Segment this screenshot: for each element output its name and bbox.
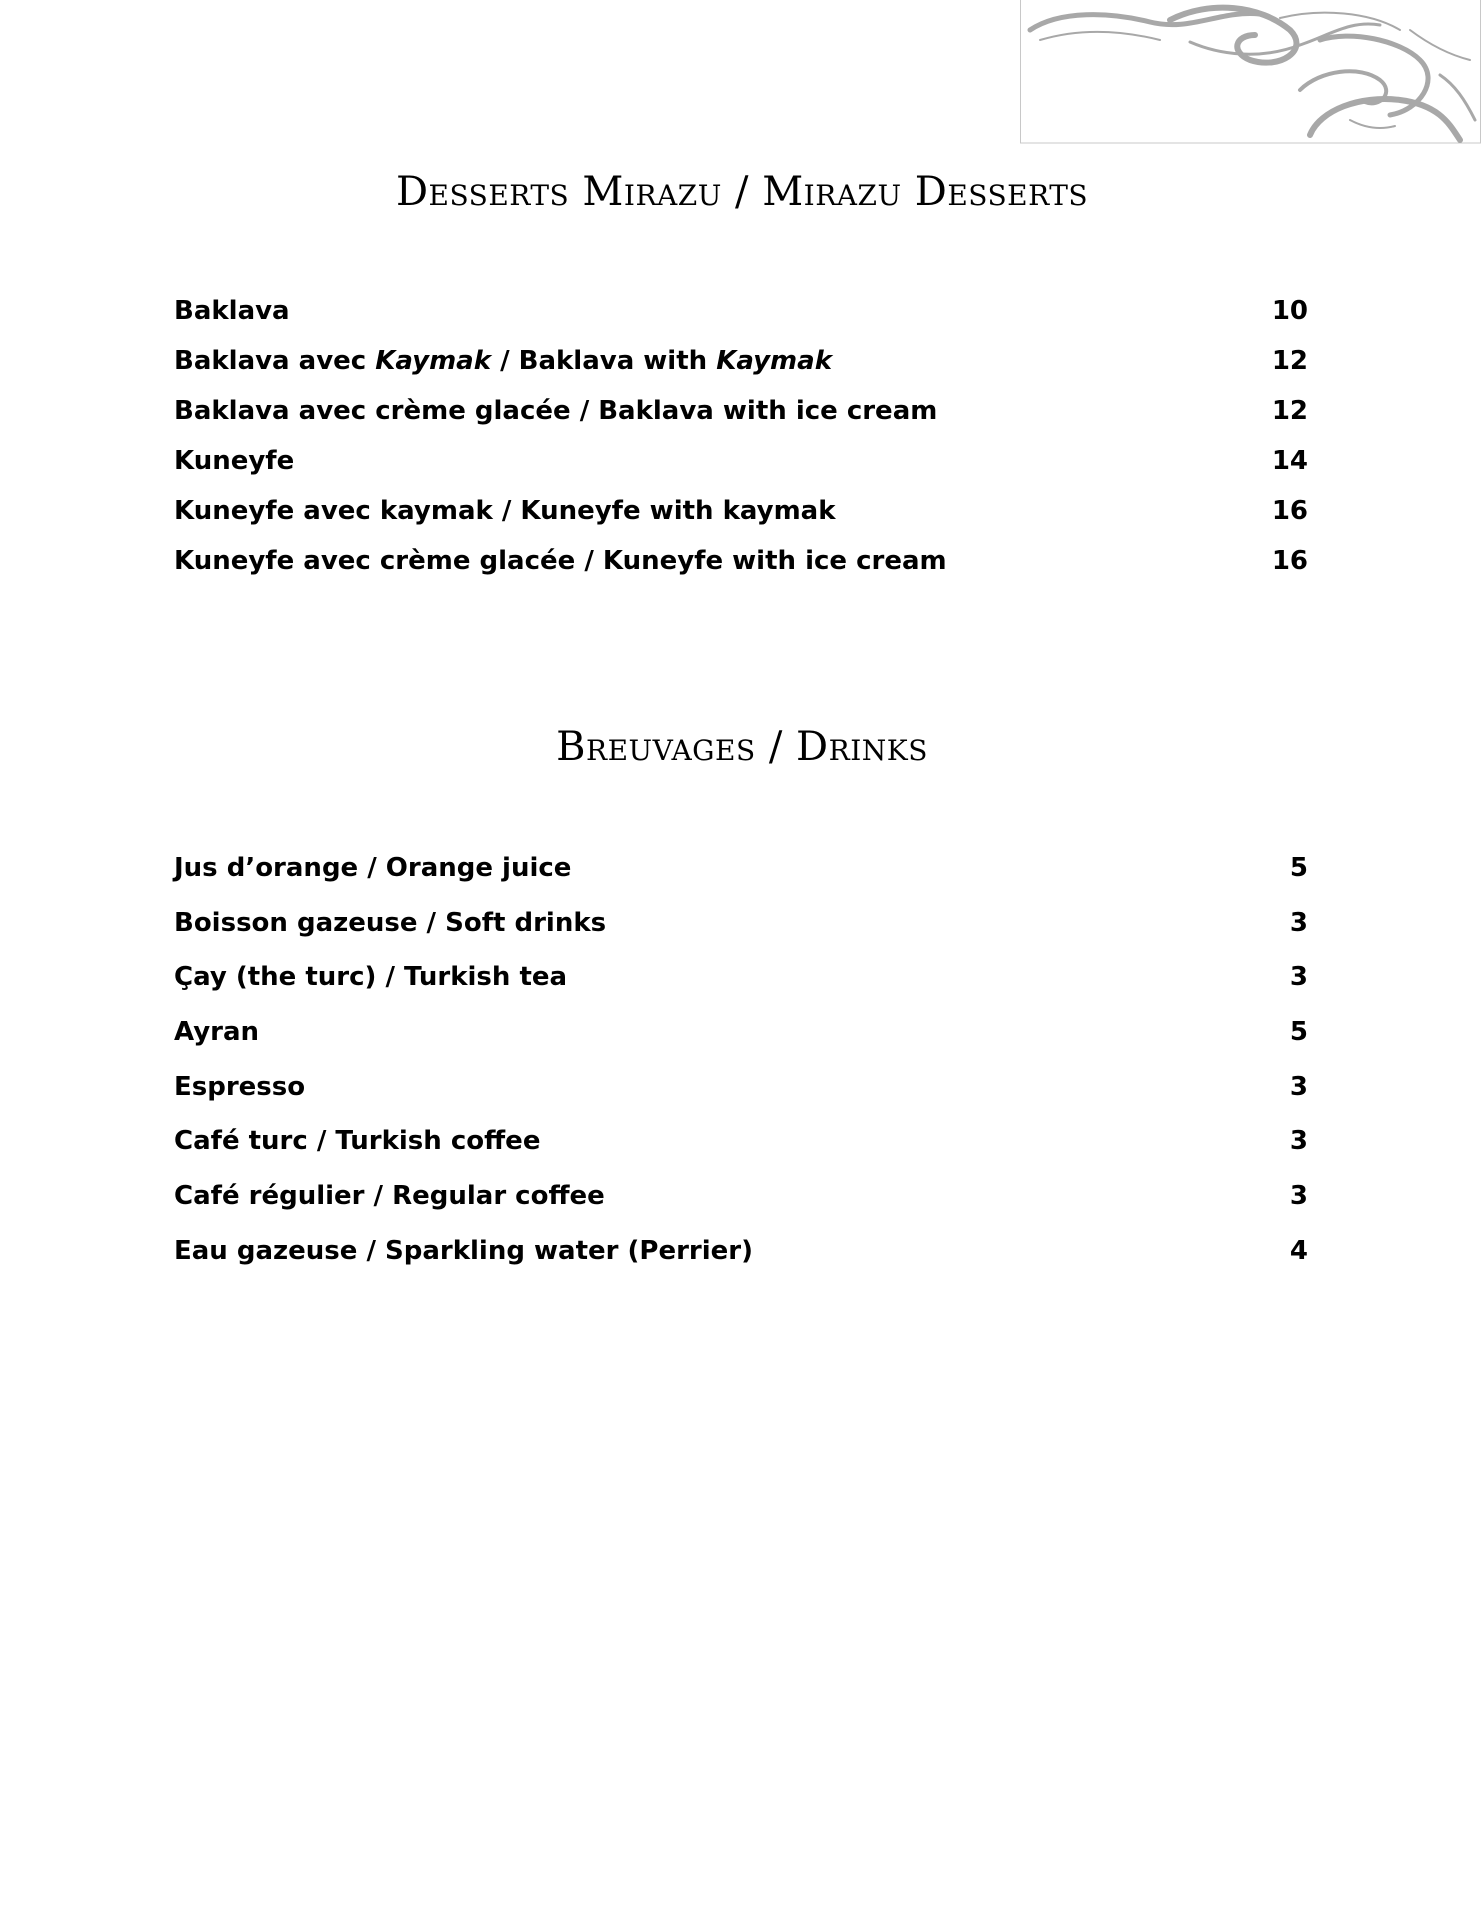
menu-item — [174, 486, 1308, 536]
menu-item-name — [174, 1224, 753, 1279]
menu-item-price: 5 — [1289, 853, 1308, 883]
menu-item-name — [174, 286, 290, 336]
menu-item — [174, 1114, 1308, 1169]
menu-item-name — [174, 486, 836, 536]
menu-item-name-part: Eau gazeuse / Sparkling water (Perrier) — [174, 1235, 753, 1266]
menu-item — [174, 1224, 1308, 1279]
menu-item — [174, 841, 1308, 896]
menu-item-price: 12 — [1271, 396, 1308, 426]
menu-item-name-part: Baklava — [174, 296, 290, 326]
menu-item — [174, 1005, 1308, 1060]
menu-item-name-part: Kuneyfe — [174, 446, 295, 476]
menu-item-name — [174, 1060, 305, 1115]
menu-item — [174, 1060, 1308, 1115]
menu-item-name-part: Kuneyfe avec kaymak / Kuneyfe with kaymak — [174, 496, 836, 526]
menu-item-name-part: Baklava avec crème glacée / Baklava with ice cream — [174, 396, 938, 426]
flourish-ornament-icon — [1020, 0, 1482, 145]
menu-item-name-part: Kuneyfe avec crème glacée / Kuneyfe with ice cream — [174, 546, 947, 576]
desserts-list — [174, 286, 1308, 586]
desserts-section-title: Desserts Mirazu / Mirazu Desserts — [395, 169, 1089, 215]
menu-item-name — [174, 386, 937, 436]
menu-item-price: 16 — [1271, 546, 1308, 576]
menu-item-name-part: Café régulier / Regular coffee — [174, 1181, 605, 1212]
menu-item — [174, 536, 1308, 586]
menu-item-name — [174, 1169, 605, 1224]
menu-item-price: 14 — [1271, 446, 1308, 476]
menu-item-price: 3 — [1289, 907, 1308, 938]
drinks-section-title: Breuvages / Drinks — [556, 724, 928, 770]
menu-item — [174, 1169, 1308, 1224]
menu-item-name-part: Çay (the turc) / Turkish tea — [174, 962, 568, 993]
menu-item-name — [174, 336, 832, 386]
menu-item-name — [174, 436, 294, 486]
menu-item-price: 3 — [1289, 1181, 1308, 1212]
menu-item-name-part: Baklava avec — [174, 346, 376, 376]
menu-item — [174, 896, 1308, 951]
menu-item-name-part: Espresso — [174, 1071, 306, 1102]
menu-item — [174, 336, 1308, 386]
menu-item — [174, 950, 1308, 1005]
menu-item — [174, 386, 1308, 436]
menu-item-name-part: Ayran — [174, 1017, 260, 1048]
menu-item — [174, 436, 1308, 486]
menu-item-name-part: Café turc / Turkish coffee — [174, 1126, 541, 1157]
menu-item-name-part: / Baklava with — [491, 346, 717, 376]
menu-item-name-part: Kaymak — [716, 346, 832, 376]
drinks-list — [174, 841, 1308, 1279]
menu-item-price: 12 — [1271, 346, 1308, 376]
menu-item-price: 5 — [1289, 1017, 1308, 1048]
menu-item-name — [174, 1114, 540, 1169]
menu-item-name — [174, 841, 571, 896]
menu-item-name — [174, 1005, 259, 1060]
menu-item-name — [174, 950, 567, 1005]
menu-item-price: 16 — [1271, 496, 1308, 526]
menu-item-price: 3 — [1289, 1071, 1308, 1102]
menu-item-price: 3 — [1289, 962, 1308, 993]
menu-item-price: 10 — [1271, 296, 1308, 326]
menu-item-name-part: Boisson gazeuse / Soft drinks — [174, 907, 607, 938]
menu-item-name-part: Kaymak — [375, 346, 492, 376]
menu-item-name-part: Jus d’orange / Orange juice — [174, 853, 572, 883]
menu-item-price: 3 — [1289, 1126, 1308, 1157]
menu-item-price: 4 — [1289, 1235, 1308, 1266]
menu-item-name — [174, 896, 606, 951]
menu-item-name — [174, 536, 947, 586]
menu-item — [174, 286, 1308, 336]
